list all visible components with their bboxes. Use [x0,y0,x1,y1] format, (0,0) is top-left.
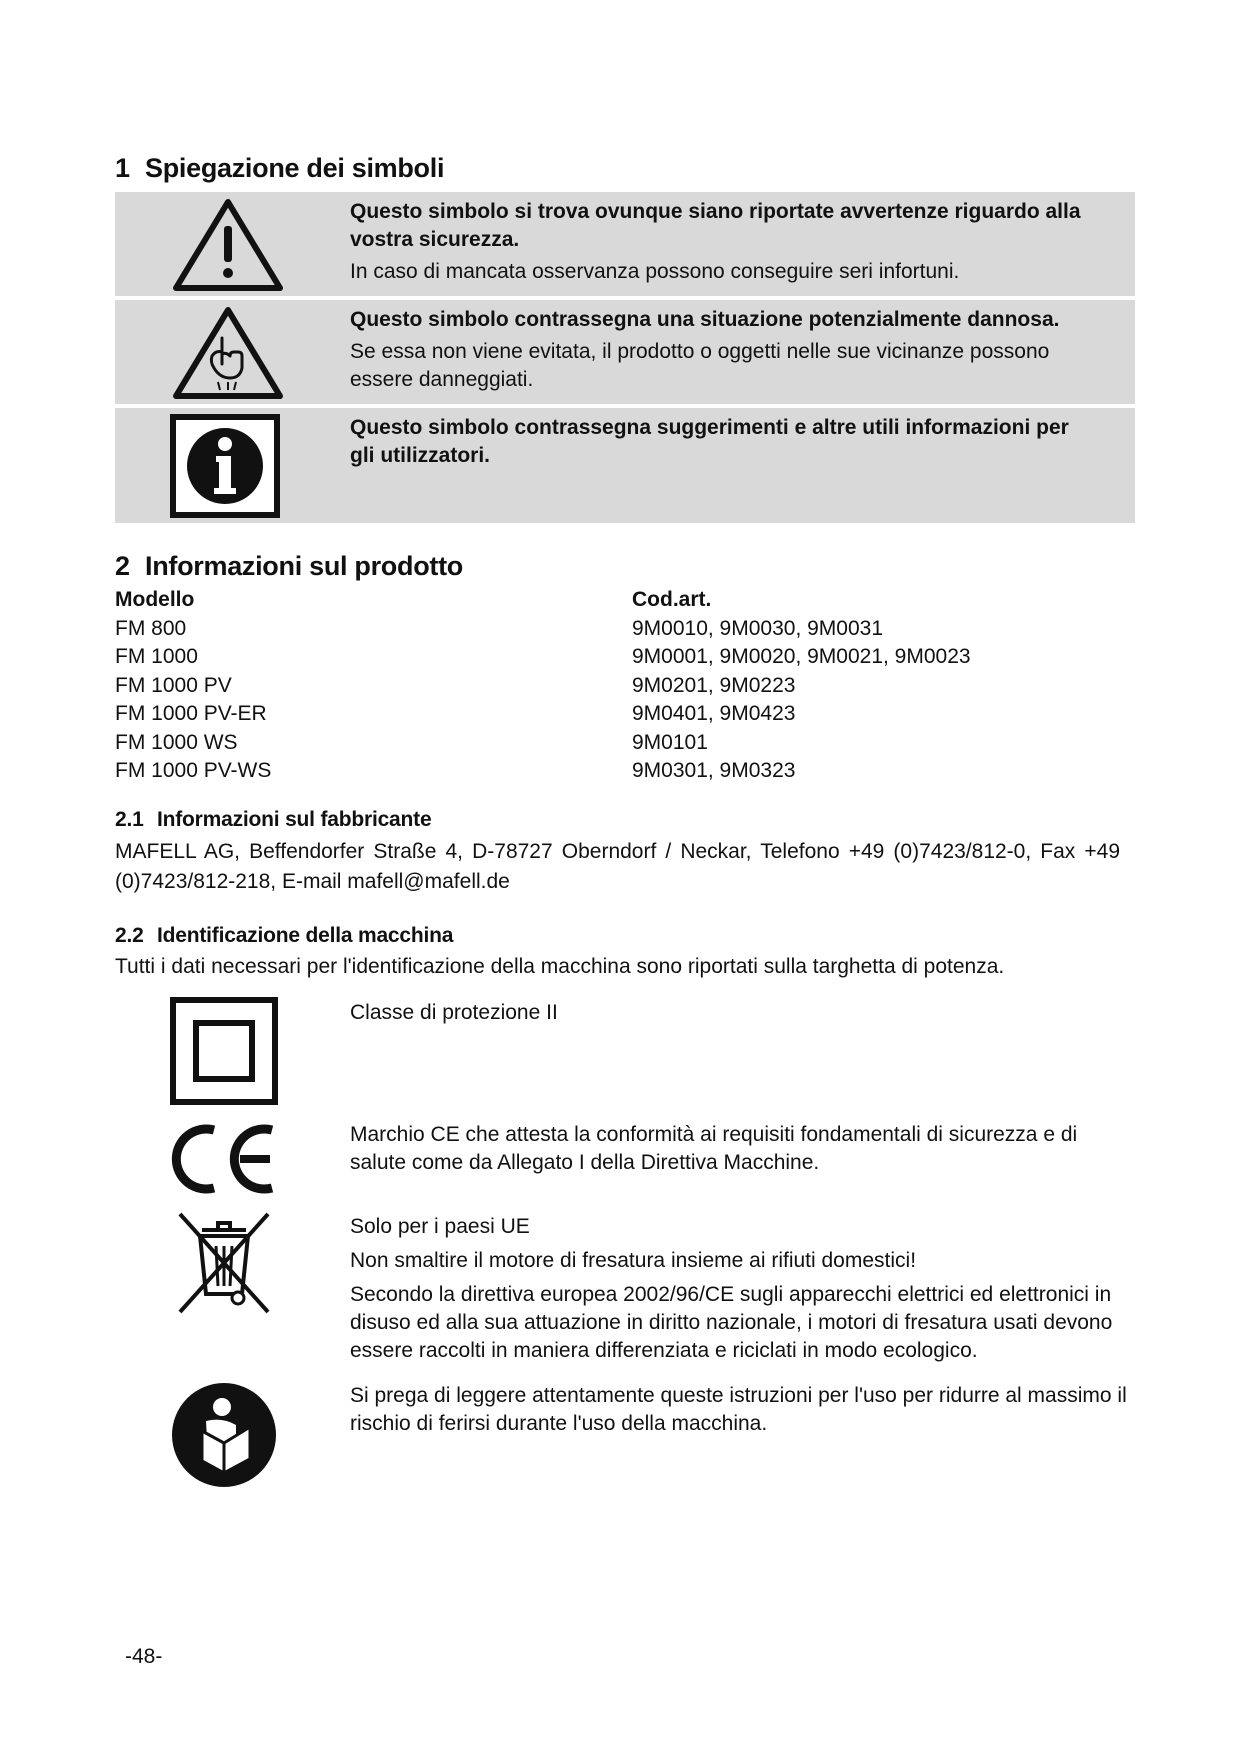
table-row [115,615,1125,644]
page-number: -48- [125,1645,163,1668]
model-name: FM 1000 WS [115,730,238,754]
mark-paragraph: Solo per i paesi UE [350,1215,530,1238]
model-name: FM 1000 PV-ER [115,702,267,725]
mark-paragraph: Secondo la direttiva europea 2002/96/CE sugli apparecchi elettrici ed elettronici in disuso ed alla sua attuazione in diritto nazionale, i motori di fresatura usati devono essere raccolti in maniera differenziata e riciclati in modo ecologico. [350,1283,1113,1362]
symbol-row-info [115,406,1135,523]
article-codes: 9M0001, 9M0020, 9M0021, 9M0023 [632,645,971,668]
hand-warning-icon [170,304,286,402]
column-header-model: Modello [115,588,195,611]
manufacturer-info: MAFELL AG, Beffendorfer Straße 4, D-78727 Oberndorf / Neckar, Telefono +49 (0)7423/812-0, Fax +49 (0)7423/812-218, E-mail mafell@mafell.de [115,840,1120,893]
section-2-1-heading [115,808,431,832]
table-row [115,643,1125,672]
mark-description-ce [350,1121,1130,1183]
section-2-2-heading [115,924,453,948]
ce-mark-icon [168,1120,280,1198]
mark-paragraph: Classe di protezione II [350,1001,558,1024]
model-name: FM 1000 PV [115,673,232,697]
section-title: Identificazione della macchina [157,924,454,947]
model-name: FM 1000 [115,645,198,668]
section-title: Informazioni sul prodotto [145,551,463,581]
symbol-description: Se essa non viene evitata, il prodotto o oggetti nelle sue vicinanze possono essere danneggiati. [350,340,1050,391]
model-name: FM 800 [115,616,187,640]
mark-paragraph: Marchio CE che attesta la conformità ai requisiti fondamentali di sicurezza e di salute come da Allegato I della Direttiva Macchine. [350,1123,1078,1174]
table-row [115,672,1125,701]
section-title: Spiegazione dei simboli [145,153,445,183]
section-2-heading [115,551,463,582]
table-row [115,700,1125,729]
product-table [115,586,1125,786]
section-number: 2.1 [115,808,144,831]
warning-triangle-icon [170,196,286,294]
section-number: 1 [115,153,130,183]
mark-description-protection-class [350,999,1130,1033]
protection-class-ii-icon [170,997,278,1105]
symbol-description: In caso di mancata osservanza possono conseguire seri infortuni. [350,260,960,283]
article-codes: 9M0201, 9M0223 [632,673,796,697]
symbol-description-bold: Questo simbolo si trova ovunque siano riportate avvertenze riguardo alla vostra sicurezza. [350,200,1081,251]
mark-paragraph: Si prega di leggere attentamente queste istruzioni per l'uso per ridurre al massimo il rischio di ferirsi durante l'uso della macchina. [350,1384,1127,1435]
article-codes: 9M0101 [632,730,708,754]
column-header-code: Cod.art. [632,588,712,611]
section-number: 2.2 [115,924,144,947]
article-codes: 9M0010, 9M0030, 9M0031 [632,616,884,640]
article-codes: 9M0401, 9M0423 [632,702,796,725]
mark-paragraph: Non smaltire il motore di fresatura insieme ai rifiuti domestici! [350,1249,917,1272]
table-row [115,757,1125,786]
model-name: FM 1000 PV-WS [115,759,272,782]
symbol-row-caution [115,298,1135,404]
weee-bin-icon [172,1208,276,1318]
section-title: Informazioni sul fabbricante [157,808,432,831]
read-manual-icon [170,1381,278,1489]
symbol-description-bold: Questo simbolo contrassegna una situazione potenzialmente dannosa. [350,308,1060,331]
section-number: 2 [115,551,130,581]
table-header [115,586,1125,615]
section-1-heading [115,153,444,184]
identification-text: Tutti i dati necessari per l'identificazione della macchina sono riportati sulla targhetta di potenza. [115,955,1005,978]
info-icon [170,414,280,518]
mark-description-weee [350,1213,1130,1371]
mark-description-read-manual [350,1382,1130,1444]
symbol-row-warning [115,190,1135,296]
table-row [115,729,1125,758]
symbol-description-bold: Questo simbolo contrassegna suggerimenti e altre utili informazioni per gli utilizzatori. [350,416,1069,467]
article-codes: 9M0301, 9M0323 [632,759,796,782]
